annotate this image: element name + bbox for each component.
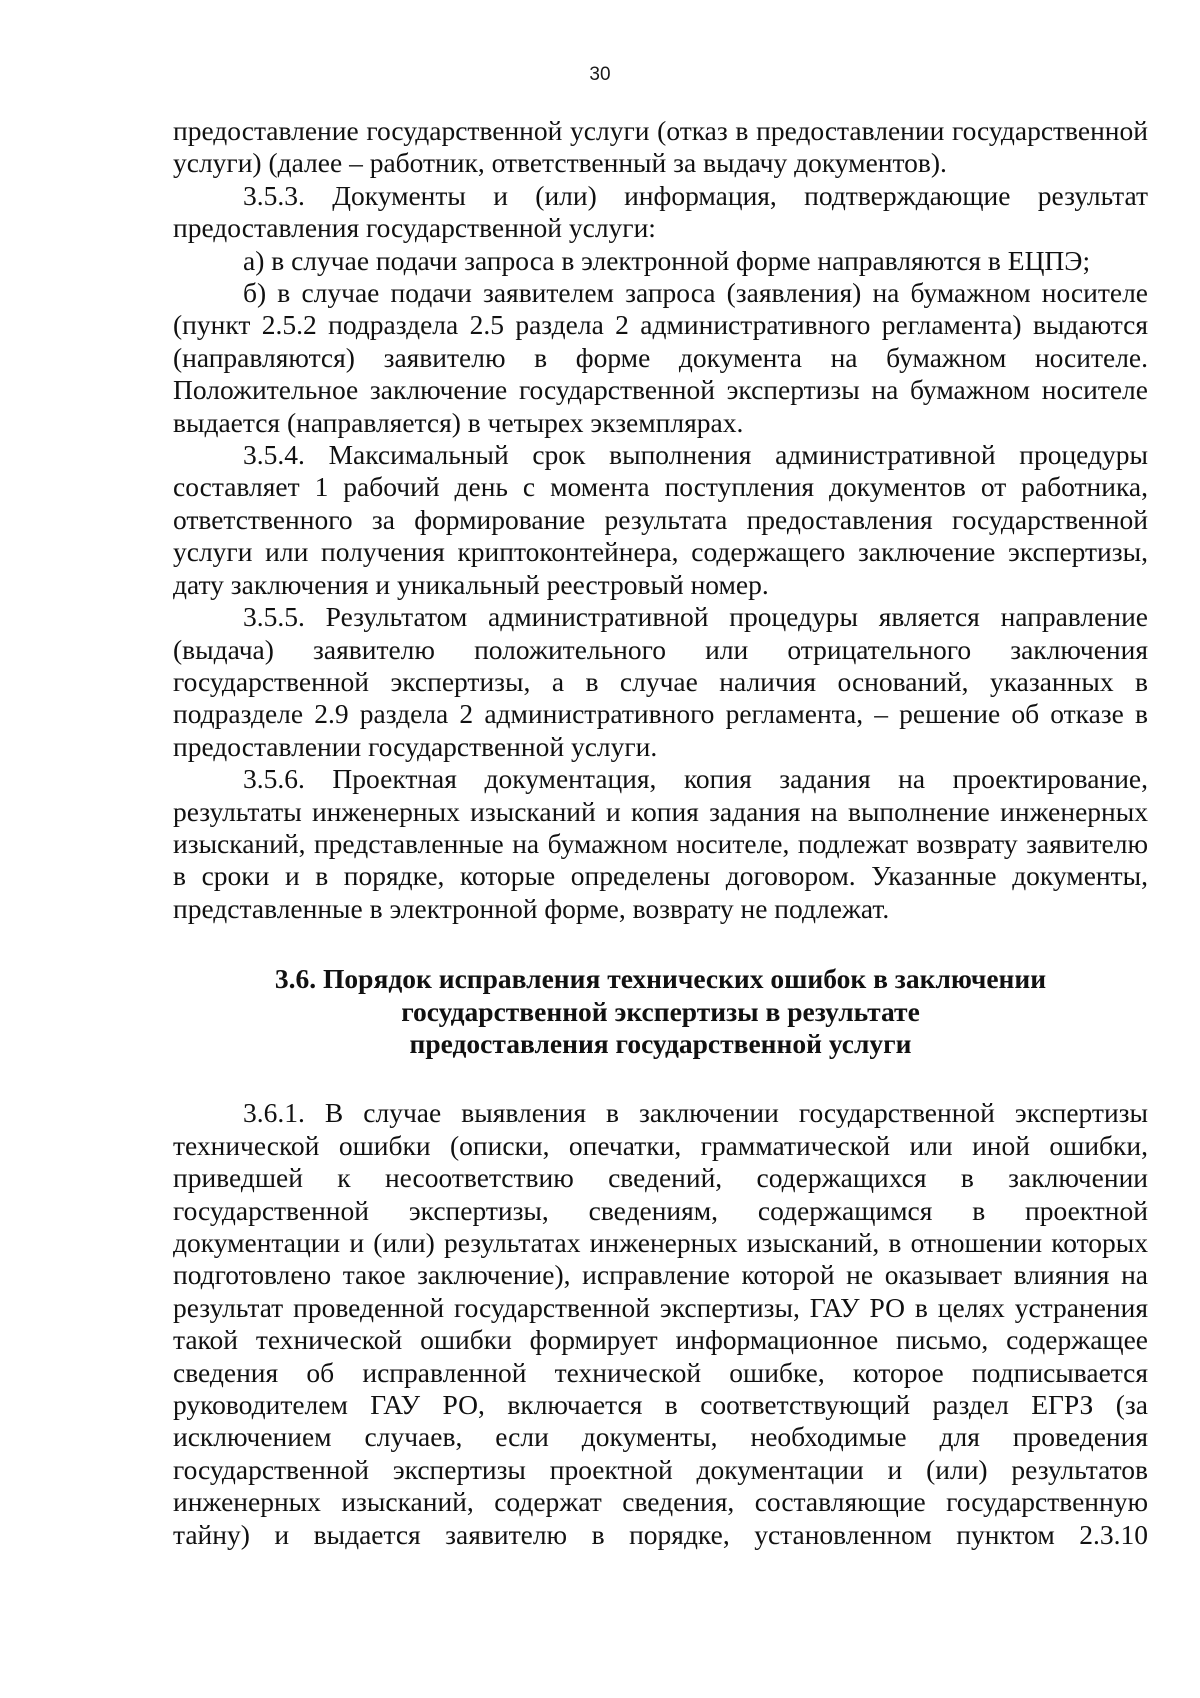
paragraph-item-b: б) в случае подачи заявителем запроса (заявления) на бумажном носителе (пункт 2.5.2 подраздела 2.5 раздела 2 административного регламента) выдаются (направляются) заявителю в форме документа на бумажном носителе. Положительное заключение государственной экспертизы на бумажном носителе выдается (направляется) в четырех экземплярах. <box>173 277 1148 438</box>
section-heading-line: предоставления государственной услуги <box>409 1027 912 1059</box>
paragraph-3-5-5: 3.5.5. Результатом административной процедуры является направление (выдача) заявителю положительного или отрицательного заключения государственной экспертизы, а в случае наличия оснований, указанных в подразделе 2.9 раздела 2 административного регламента, – решение об отказе в предоставлении государственной услуги. <box>173 601 1148 762</box>
paragraph-3-5-6: 3.5.6. Проектная документация, копия задания на проектирование, результаты инженерных изысканий и копия задания на выполнение инженерных изысканий, представленные на бумажном носителе, подлежат возврату заявителю в сроки и в порядке, которые определены договором. Указанные документы, представленные в электронной форме, возврату не подлежат. <box>173 763 1148 924</box>
paragraph-3-5-4: 3.5.4. Максимальный срок выполнения административной процедуры составляет 1 рабочий день с момента поступления документов от работника, ответственного за формирование результата предоставления государственной услуги или получения криптоконтейнера, содержащего заключение экспертизы, дату заключения и уникальный реестровый номер. <box>173 439 1148 600</box>
paragraph-continuation: предоставление государственной услуги (отказ в предоставлении государственной услуги) (далее – работник, ответственный за выдачу документов). <box>173 115 1148 179</box>
section-heading-line: государственной экспертизы в результате <box>401 995 920 1027</box>
paragraph-3-5-3: 3.5.3. Документы и (или) информация, подтверждающие результат предоставления государственной услуги: <box>173 179 1148 244</box>
page-number: 30 <box>589 64 611 85</box>
document-body <box>173 115 1148 1551</box>
paragraph-item-a: а) в случае подачи запроса в электронной форме направляются в ЕЦПЭ; <box>243 244 1091 276</box>
section-heading-3-6 <box>173 963 1148 1060</box>
section-heading-line: 3.6. Порядок исправления технических ошибок в заключении <box>274 963 1047 995</box>
paragraph-3-6-1: 3.6.1. В случае выявления в заключении государственной экспертизы технической ошибки (описки, опечатки, грамматической или иной ошибки, приведшей к несоответствию сведений, содержащихся в заключении государственной экспертизы, сведениям, содержащимся в проектной документации и (или) результатах инженерных изысканий, в отношении которых подготовлено такое заключение), исправление которой не оказывает влияния на результат проведенной государственной экспертизы, ГАУ РО в целях устранения такой технической ошибки формирует информационное письмо, содержащее сведения об исправленной технической ошибке, которое подписывается руководителем ГАУ РО, включается в соответствующий раздел ЕГРЗ (за исключением случаев, если документы, необходимые для проведения государственной экспертизы проектной документации и (или) результатов инженерных изысканий, содержат сведения, составляющие государственную тайну) и выдается заявителю в порядке, установленном пунктом 2.3.10 <box>173 1097 1148 1550</box>
